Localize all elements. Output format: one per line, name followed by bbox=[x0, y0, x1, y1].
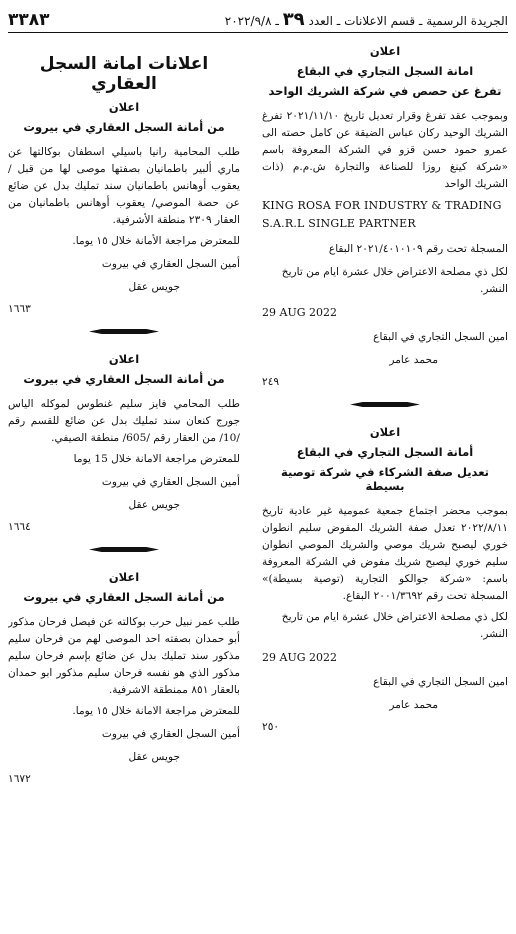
announcement-label: اعلان bbox=[108, 100, 140, 114]
announcement-body: بموجب محضر اجتماع جمعية عمومية غير عادية تاريخ ٢٠٢٢/٨/١١ تعدل صفة الشريك المفوض سليم انطوان خوري ليصبح شريك موصي والشريك الموصي انطوان سليم خوري ليصبح شريك مفوض في الشركة المعروفة باسم: «شركة جوالكو التجارية (توصية بسيطة)» المسجلة تحت رقم ٢٠٠١/٣٦٩٢ البقاع. bbox=[262, 505, 508, 602]
announcement-heading: امانة السجل التجاري في البقاع bbox=[296, 64, 474, 78]
signatory-name: محمد عامر bbox=[389, 699, 438, 711]
header-issue-number: ٣٩ bbox=[282, 9, 305, 30]
announcement-realestate-1 bbox=[8, 100, 240, 315]
announcement-heading: من أمانة السجل العقاري في بيروت bbox=[23, 372, 225, 386]
announcement-date: 29 AUG 2022 bbox=[262, 306, 337, 319]
announcement-realestate-3 bbox=[8, 570, 240, 785]
signatory-title: أمين السجل العقاري في بيروت bbox=[101, 476, 240, 488]
objection-note: للمعترض مراجعة الامانة خلال 15 يوما bbox=[73, 453, 240, 465]
header-date: ـ ٢٠٢٢/٩/٨ bbox=[224, 14, 279, 28]
announcement-number: ١٦٧٢ bbox=[8, 773, 31, 785]
signatory-name: جويس عقل bbox=[128, 499, 180, 511]
announcement-body: طلب المحامي فايز سليم غنطوس لموكله الياس جورج كنعان سند تمليك بدل عن ضائع للقسم رقم /10/ من العقار رقم /605/ منطقة الصيفي. bbox=[8, 398, 240, 444]
announcement-commercial-2 bbox=[262, 425, 508, 733]
signatory-title: امين السجل التجاري في البقاع bbox=[373, 676, 508, 688]
right-column bbox=[262, 40, 508, 930]
page-header bbox=[8, 6, 508, 33]
announcement-number: ٢٥٠ bbox=[262, 721, 280, 733]
announcement-label: اعلان bbox=[369, 44, 401, 58]
objection-note: لكل ذي مصلحة الاعتراض خلال عشرة ايام من تاريخ النشر. bbox=[281, 611, 508, 640]
announcement-date: 29 AUG 2022 bbox=[262, 651, 337, 664]
registry-number: المسجلة تحت رقم ٢٠٢١/٤٠١٠١٠٩ البقاع bbox=[328, 243, 508, 255]
announcement-number: ١٦٦٣ bbox=[8, 303, 31, 315]
announcement-label: اعلان bbox=[108, 352, 140, 366]
section-title: اعلانات امانة السجل العقاري bbox=[39, 54, 209, 94]
objection-note: للمعترض مراجعة الامانة خلال ١٥ يوما. bbox=[72, 705, 240, 717]
announcement-number: ١٦٦٤ bbox=[8, 521, 31, 533]
company-latin-name: KING ROSA FOR INDUSTRY & TRADING S.A.R.L SINGLE PARTNER bbox=[262, 199, 502, 230]
announcement-body: طلب المحامية رانيا باسيلي اسطفان بوكالتها عن ماري ألبير باطمانيان بصفتها موصى لها من قبل /يعقوب أوهانس باطمانيان سند تمليك بدل عن ضائع عن حصة الموصي/ يعقوب أوهانس باطمانيان من العقار ٢٣٠٩ منطقة الأشرفية. bbox=[8, 146, 240, 226]
header-title bbox=[225, 9, 508, 30]
signatory-title: أمين السجل العقاري في بيروت bbox=[101, 258, 240, 270]
announcement-realestate-2 bbox=[8, 352, 240, 533]
announcement-heading: أمانة السجل التجاري في البقاع bbox=[296, 445, 474, 459]
announcement-subheading: تفرغ عن حصص في شركة الشريك الواحد bbox=[268, 84, 502, 98]
announcement-subheading: تعديل صفة الشركاء في شركة توصية بسيطة bbox=[280, 465, 490, 493]
signatory-name: جويس عقل bbox=[128, 281, 180, 293]
objection-note: للمعترض مراجعة الأمانة خلال ١٥ يوما. bbox=[72, 235, 240, 247]
announcement-label: اعلان bbox=[369, 425, 401, 439]
page-number: ٣٣٨٣ bbox=[8, 10, 50, 30]
signatory-title: امين السجل التجاري في البقاع bbox=[373, 331, 508, 343]
header-publication: الجريدة الرسمية ـ قسم الاعلانات ـ العدد bbox=[308, 14, 508, 28]
signatory-name: جويس عقل bbox=[128, 751, 180, 763]
announcement-label: اعلان bbox=[108, 570, 140, 584]
objection-note: لكل ذي مصلحة الاعتراض خلال عشرة ايام من تاريخ النشر. bbox=[281, 266, 508, 295]
announcement-heading: من أمانة السجل العقاري في بيروت bbox=[23, 120, 225, 134]
announcement-body: وبموجب عقد تفرغ وقرار تعديل تاريخ ٢٠٢١/١١/١٠ تفرغ الشريك الوحيد ركان عباس الضيقة عن كامل حصته الى عمرو حمود حسن قزو في الشركة المعروفة باسم «شركة كينغ روزا للصناعة والتجارة ش.م.م (ذات الشريك الواحد bbox=[262, 110, 508, 190]
announcement-heading: من أمانة السجل العقاري في بيروت bbox=[23, 590, 225, 604]
announcement-body: طلب عمر نبيل حرب بوكالته عن فيصل فرحان مذكور أبو حمدان بصفته احد الموصى لهم من فرحان سليم مذكور سند تمليك بدل عن ضائع بإسم فرحان سليم مذكور الذي هو نفسه فرحان سليم مذكور ابو حمدان بالعقار ٨٥١ ممنطقة الاشرفية. bbox=[8, 616, 240, 696]
separator-ornament bbox=[350, 402, 420, 407]
separator-ornament bbox=[89, 329, 159, 334]
separator-ornament bbox=[89, 547, 159, 552]
signatory-title: أمين السجل العقاري في بيروت bbox=[101, 728, 240, 740]
left-column bbox=[8, 40, 240, 930]
announcement-number: ٢٤٩ bbox=[262, 376, 280, 388]
signatory-name: محمد عامر bbox=[389, 354, 438, 366]
announcement-commercial-1 bbox=[262, 44, 508, 388]
